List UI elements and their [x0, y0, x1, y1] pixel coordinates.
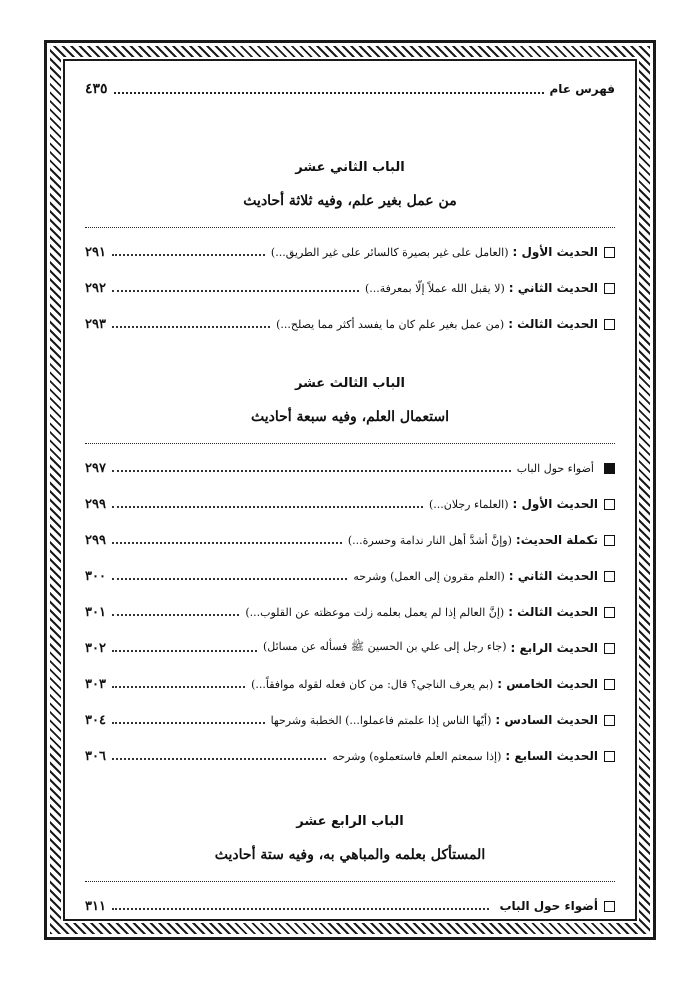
- entry-description: (وإنَّ أشدَّ أهل النار ندامة وحسرة...): [347, 533, 512, 547]
- entry-label: تكملة الحديث:: [515, 533, 598, 547]
- section-divider: [85, 881, 615, 882]
- chapter-heading: الباب الرابع عشر: [296, 814, 404, 829]
- leader-dots: [112, 290, 359, 292]
- entry-label: الحديث الرابع :: [510, 641, 598, 655]
- entry-label: أضواء حول الباب: [499, 899, 598, 913]
- entry-description: (أيّها الناس إذا علمتم فاعملوا...) الخطبة وشرحها: [270, 713, 492, 727]
- checkbox-icon: [604, 499, 615, 510]
- entry-description: (إذا سمعتم العلم فاستعملوه) وشرحه: [332, 749, 502, 763]
- list-item: [85, 630, 615, 666]
- entry-label: الحديث الخامس :: [497, 677, 598, 691]
- checkbox-icon: [604, 607, 615, 618]
- chapter-heading: الباب الثاني عشر: [295, 160, 405, 175]
- list-item: [85, 738, 615, 774]
- leader-dots: [112, 326, 270, 328]
- list-item: [85, 522, 615, 558]
- checkbox-icon: [604, 679, 615, 690]
- entry-page-number: ٢٩٧: [85, 460, 106, 476]
- chapter-subtitle: من عمل بغير علم، وفيه ثلاثة أحاديث: [243, 193, 457, 209]
- chapter-heading: الباب الثالث عشر: [294, 376, 405, 391]
- list-item: [85, 888, 615, 924]
- entry-page-number: ٢٩٣: [85, 316, 106, 332]
- entry-description: (بم يعرف الناجي؟ قال: من كان فعله لقوله موافقاً...): [251, 677, 494, 691]
- entry-page-number: ٣٠٤: [85, 712, 106, 728]
- leader-dots: [112, 650, 257, 652]
- entry-label: الحديث الثاني :: [508, 281, 598, 295]
- entry-page-number: ٣٠٢: [85, 640, 106, 656]
- chapter-subtitle: المستأكل بعلمه والمباهي به، وفيه ستة أحاديث: [214, 847, 486, 863]
- entry-description: (العلم مقرون إلى العمل) وشرحه: [353, 569, 505, 583]
- entry-page-number: ٢٩١: [85, 244, 106, 260]
- leader-dots: [112, 470, 511, 472]
- leader-dots: [112, 686, 245, 688]
- leader-dots: [112, 506, 423, 508]
- list-item: [85, 666, 615, 702]
- leader-dots: [112, 614, 239, 616]
- entry-description: أضواء حول الباب: [516, 461, 594, 475]
- leader-dots: [112, 722, 265, 724]
- entry-label: الحديث الثاني :: [508, 569, 598, 583]
- list-item: [85, 306, 615, 342]
- entry-page-number: ٣٠١: [85, 604, 106, 620]
- list-item: [85, 270, 615, 306]
- entry-label: الحديث الأول :: [512, 497, 598, 511]
- entry-label: الحديث الثالث :: [508, 317, 598, 331]
- leader-dots: [112, 578, 347, 580]
- running-header: [85, 72, 615, 106]
- checkbox-icon: [604, 751, 615, 762]
- leader-dots: [112, 542, 342, 544]
- entry-description: (من عمل بغير علم كان ما يفسد أكثر مما يصلح...): [276, 317, 505, 331]
- filled-square-icon: [604, 463, 615, 474]
- entry-description: (لا يقبل الله عملاً إلّا بمعرفة...): [364, 281, 505, 295]
- entry-page-number: ٢٩٢: [85, 280, 106, 296]
- entry-description: (العلماء رجلان...): [428, 497, 509, 511]
- entry-description: (إنَّ العالم إذا لم يعمل بعلمه زلت موعظته عن القلوب...): [245, 605, 505, 619]
- checkbox-icon: [604, 535, 615, 546]
- checkbox-icon: [604, 283, 615, 294]
- checkbox-icon: [604, 571, 615, 582]
- entry-page-number: ٣٠٦: [85, 748, 106, 764]
- entry-page-number: ٣٠٠: [85, 568, 106, 584]
- leader-dots: [112, 254, 265, 256]
- list-item: [85, 702, 615, 738]
- list-item: [85, 558, 615, 594]
- chapter-subtitle: استعمال العلم، وفيه سبعة أحاديث: [250, 409, 450, 425]
- leader-dots: [112, 758, 326, 760]
- checkbox-icon: [604, 247, 615, 258]
- list-item: [85, 234, 615, 270]
- entry-description: (العامل على غير بصيرة كالسائر على غير الطريق...): [270, 245, 509, 259]
- checkbox-icon: [604, 319, 615, 330]
- section-divider: [85, 443, 615, 444]
- header-page-number: ٤٣٥: [85, 81, 108, 97]
- entry-page-number: ٢٩٩: [85, 496, 106, 512]
- checkbox-icon: [604, 643, 615, 654]
- list-item: [85, 594, 615, 630]
- index-content: [85, 72, 615, 924]
- header-leader-dots: [114, 92, 544, 94]
- header-title: فهرس عام: [549, 82, 615, 96]
- entry-label: الحديث السادس :: [495, 713, 598, 727]
- entry-label: الحديث الثالث :: [508, 605, 598, 619]
- leader-dots: [112, 908, 490, 910]
- entry-label: الحديث الأول :: [512, 245, 598, 259]
- entry-page-number: ٣٠٣: [85, 676, 106, 692]
- entry-page-number: ٢٩٩: [85, 532, 106, 548]
- section-divider: [85, 227, 615, 228]
- list-item: [85, 486, 615, 522]
- checkbox-icon: [604, 715, 615, 726]
- entry-description: (جاء رجل إلى علي بن الحسين ﷺ فسأله عن مسائل): [262, 640, 507, 653]
- entry-label: الحديث السابع :: [505, 749, 598, 763]
- list-item: [85, 450, 615, 486]
- checkbox-icon: [604, 901, 615, 912]
- entry-page-number: ٣١١: [85, 898, 106, 914]
